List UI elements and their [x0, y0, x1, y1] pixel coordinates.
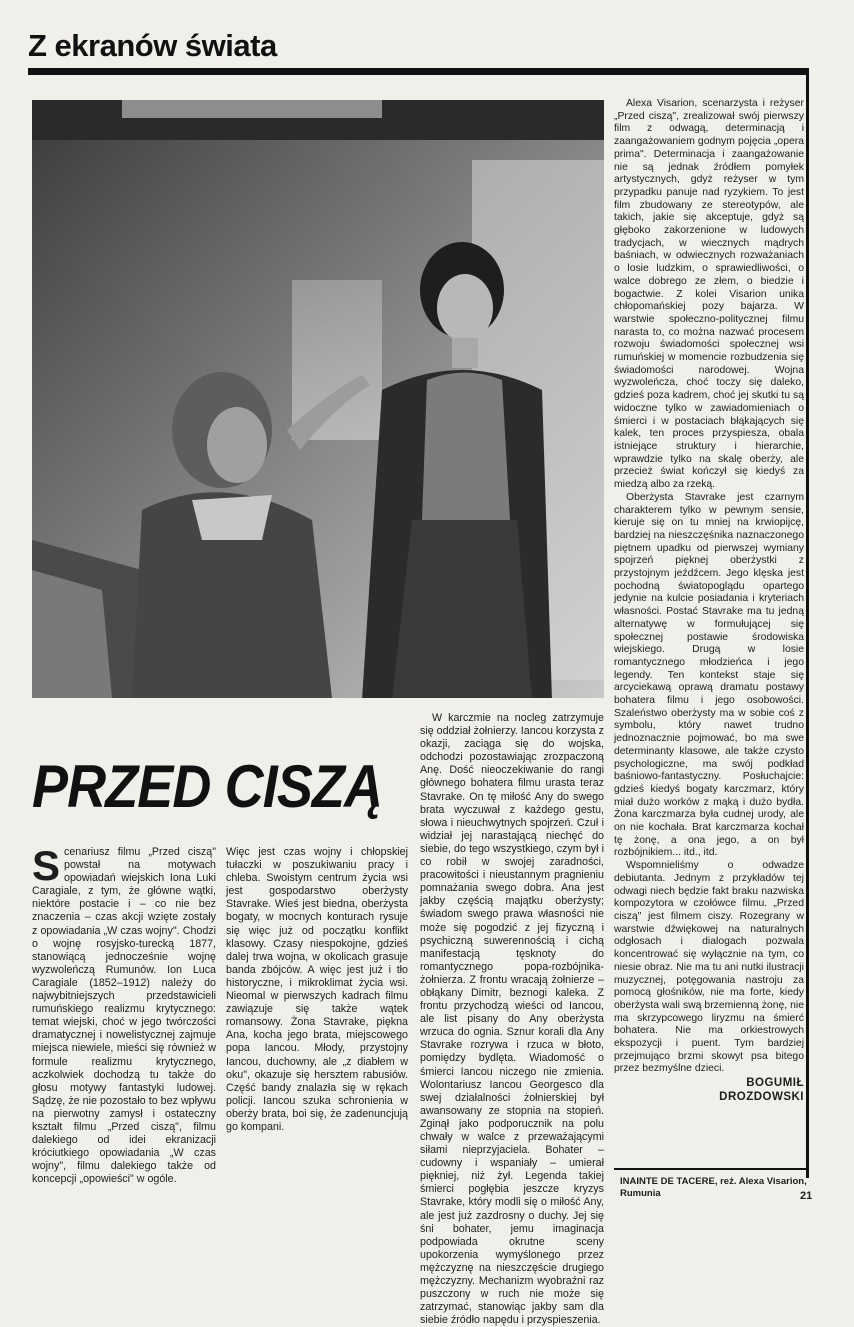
- author-signature: [614, 1076, 804, 1104]
- header-rule: [28, 68, 808, 75]
- page-number: 21: [800, 1190, 813, 1202]
- film-still-photo: [32, 100, 604, 698]
- column2-paragraph: Więc jest czas wojny i chłopskiej tułaczki w poszukiwaniu pracy i chleba. Swoistym centrum życia wsi jest gospodarstwo oberżysty Stavrake. Wieś jest biedna, oberżysta bogaty, w mocnych konturach rysuje się więc już od początku konflikt klasowy. Czasy niespokojne, gdzieś dalej trwa wojna, w okolicach grasuje banda zbójców. A więc jest już i tło historyczne, i mikroklimat życia wsi. Nieomal w pierwszych kadrach filmu zawiązuje się także wątek romansowy. Żona Stavrake, piękna Ana, kocha jego brata, miejscowego popa Iancou. Młody, przystojny Iancou, duchowny, ale „z diabłem w oku", okazuje się hersztem rabusiów. Część bandy znalazła się w rękach policji. Iancou szuka schronienia w oberży brata, boi się, że zadenuncjują go kompani.: [226, 846, 408, 1133]
- article-column-2: [226, 846, 408, 1134]
- author-first-name: BOGUMIŁ: [746, 1077, 804, 1090]
- article-column-3: [614, 98, 804, 1104]
- column3-paragraph: Alexa Visarion, scenarzysta i reżyser „Przed ciszą", zrealizował swój pierwszy film z odwagą, determinacją i zaangażowaniem godnym pojęcia „opera prima". Determinacja i zaangażowanie nie są jednak źródłem pomyłek artystycznych, gdyż reżyser w tym przypadku panuje nad ryzykiem. To jest film zbudowany ze stereotypów, ale takich, jakie się akceptuje, gdyż są głęboko zakorzenione w ludowych tradycjach, w wiecznych mądrych baśniach, w odwiecznych rozważaniach o losie ludzkim, o sprawiedliwości, o walce dobrego ze złem, o biedzie i bogactwie. Z kolei Visarion unika chłopomańskiej pozy bajarza. W warstwie społeczno-politycznej filmu narasta to, co można nazwać procesem rozwoju świadomości społecznej wsi rumuńskiej w momencie rozbudzenia się świadomości narodowej. Wojna wyzwoleńcza, choć toczy się daleko, gdzieś poza kadrem, choć jej skutki tu są widoczne tylko w zawiadomieniach o śmierci i w postaciach błąkających się kalek, ten proces przyspiesza, obala istniejące struktury i hierarchie, wprawdzie tylko na skalę oberży, ale przecież świat kończył się kiedyś za miedzą albo za rzeką.: [614, 98, 804, 491]
- article-column-1: [32, 842, 216, 1186]
- article-headline: PRZED CISZĄ: [32, 753, 383, 820]
- film-still-illustration: [32, 100, 604, 698]
- column2-paragraph: W karczmie na nocleg zatrzymuje się oddział żołnierzy. Iancou korzysta z okazji, zaciąga się do wojska, odchodzi pozostawiając zrozpaczoną Anę. Dość nieoczekiwanie do rangi głównego bohatera filmu urasta teraz Stavrake. On tę miłość Any do swego brata wyczuwał z każdego gestu, słowa i nieuchwytnych spojrzeń. Czuł i widział jej narastającą niechęć do siebie, do tego wszystkiego, czym był i co robił w swojej zaradności, pracowitości i nieustannym pragnieniu pomnażania swego dobra. Ana jest jakby częścią majątku oberżysty; świadom swego prawa własności nie może się pogodzić z jej fizyczną i psychiczną suwerennością i cichą manifestacją tęsknoty do romantycznego popa-rozbójnika-żołnierza. Z frontu wracają żołnierze – obłąkany Dimitr, beznogi kaleka. Z frontu przychodzą wieści od Iancou, ale list pisany do Any oberżysta wrzuca do ognia. Sznur korali dla Any Stavrake rozrywa i rzuca w błoto, pomiędzy bydlęta. Wiadomość o śmierci Iancou niczego nie zmienia. Wolontariusz Iancou Georgesco dla swej działalności żołnierskiej był awansowany ze stopnia na stopień. Zginął jako podporucznik na polu chwały w walce z przeważającymi siłami nieprzyjaciela. Bohater – cudowny i wspaniały – umierał piękniej, niż żył. Legenda takiej śmierci pogłębia jeszcze kryzys Stavrake, który modli się o miłość Any, ale jest już zazdrosny o duchy. Jej się śni bohater, jemu imaginacja podpowiada okrutne sceny upokorzenia wymyślonego przez mężczyznę na nieszczęście drugiego mężczyzny. Mechanizm wyobraźni raz puszczony w ruch nie może się zatrzymać, stanowiąc jakby sam dla siebie źródło napędu i przyspieszenia.: [420, 712, 604, 1327]
- drop-cap: S: [32, 842, 61, 889]
- column3-paragraph: Oberżysta Stavrake jest czarnym charakterem tylko w pewnym sensie, kieruje się on tu mniej na krwiopijcę, bardziej na nieszczęśnika naznaczonego piętnem upadku od pierwszej wymiany spojrzeń pięknej oberżystki z przystojnym jeźdźcem. Jego klęska jest pochodną światopoglądu opartego jedynie na kulcie posiadania i kryteriach własności. Postać Stavrake ma tu jedną alternatywę w formułującej się społecznej postawie środowiska wiejskiego. Drugą w losie romantycznego młodzieńca i jego legendy. Ten kontekst staje się arcyciekawą oprawą dramatu postawy bohatera filmu i jego osobowości. Szaleństwo oberżysty ma w sobie coś z symbolu, który nawet trudno jednoznacznie pojmować, bo ma swe determinanty klasowe, ale także czysto psychologiczne, ma swój podkład baśniowo-fantastyczny. Posłuchajcie: gdzieś kiedyś bogaty karczmarz, który miał dużo worków z mąką i dużo bydła. Żona karczmarza była cudnej urody, ale on nie kochała. Brat karczmarza kochał tę żonę, a ona jego, a on był rozbójnikiem... itd., itd.: [614, 491, 804, 859]
- article-column-2-continued: [420, 712, 604, 1327]
- column1-text: cenariusz filmu „Przed ciszą" powstał na motywach opowiadań wiejskich Iona Luki Caragiale, z tym, że główne wątki, niektóre postacie i – co nie bez znaczenia – czas akcji wzięte zostały z opowiadania „W czas wojny". Chodzi o wojnę rosyjsko-turecką 1877, stanowiącą jednocześnie wojnę wyzwoleńczą Rumunów. Ion Luca Caragiale (1852–1912) należy do najwybitniejszych przedstawicieli rumuńskiego realizmu krytycznego: temat wiejski, choć w jego twórczości dramatycznej i nowelistycznej zajmuje miejsca niewiele, mieści się również w formule realizmu krytycznego, aczkolwiek dochodzą tu także do głosu motywy fantastyki ludowej. Sądzę, że nie pozostało to bez wpływu na pierwotny zamysł i ostateczny kształt filmu „Przed ciszą", filmu dalekiego od idei ekranizacji króciutkiego opowiadania „W czas wojny", filmu dalekiego także od koncepcji „opowieści" w ogóle.: [32, 846, 216, 1186]
- section-title: Z ekranów świata: [28, 28, 277, 63]
- photo-caption: INAINTE DE TACERE, reż. Alexa Visarion, Rumunia: [620, 1176, 807, 1199]
- caption-rule: [614, 1168, 808, 1170]
- column3-paragraph: Wspomnieliśmy o odwadze debiutanta. Jednym z przykładów tej odwagi niech będzie fakt braku nazwiska kompozytora w czołówce filmu. „Przed ciszą" jest filmem ciszy. Rozegrany w warstwie dźwiękowej na naturalnych odgłosach i dialogach pozwala koncentrować się wyłącznie na tym, co niesie obraz. Nie ma tu ani nutki ilustracji muzycznej, potęgowania nastroju za pomocą głośników, nie ma forte, kiedy oberżysta wali swą brzemienną żonę, nie ma skrzypcowego liryzmu na śmierć bohatera. Nie ma orkiestrowych ekspozycji i puent. Tym bardziej przejmująco brzmi skowyt psa bitego przez bezmyślne dzieci.: [614, 860, 804, 1075]
- author-last-name: DROZDOWSKI: [719, 1091, 804, 1104]
- right-rule: [806, 68, 809, 1178]
